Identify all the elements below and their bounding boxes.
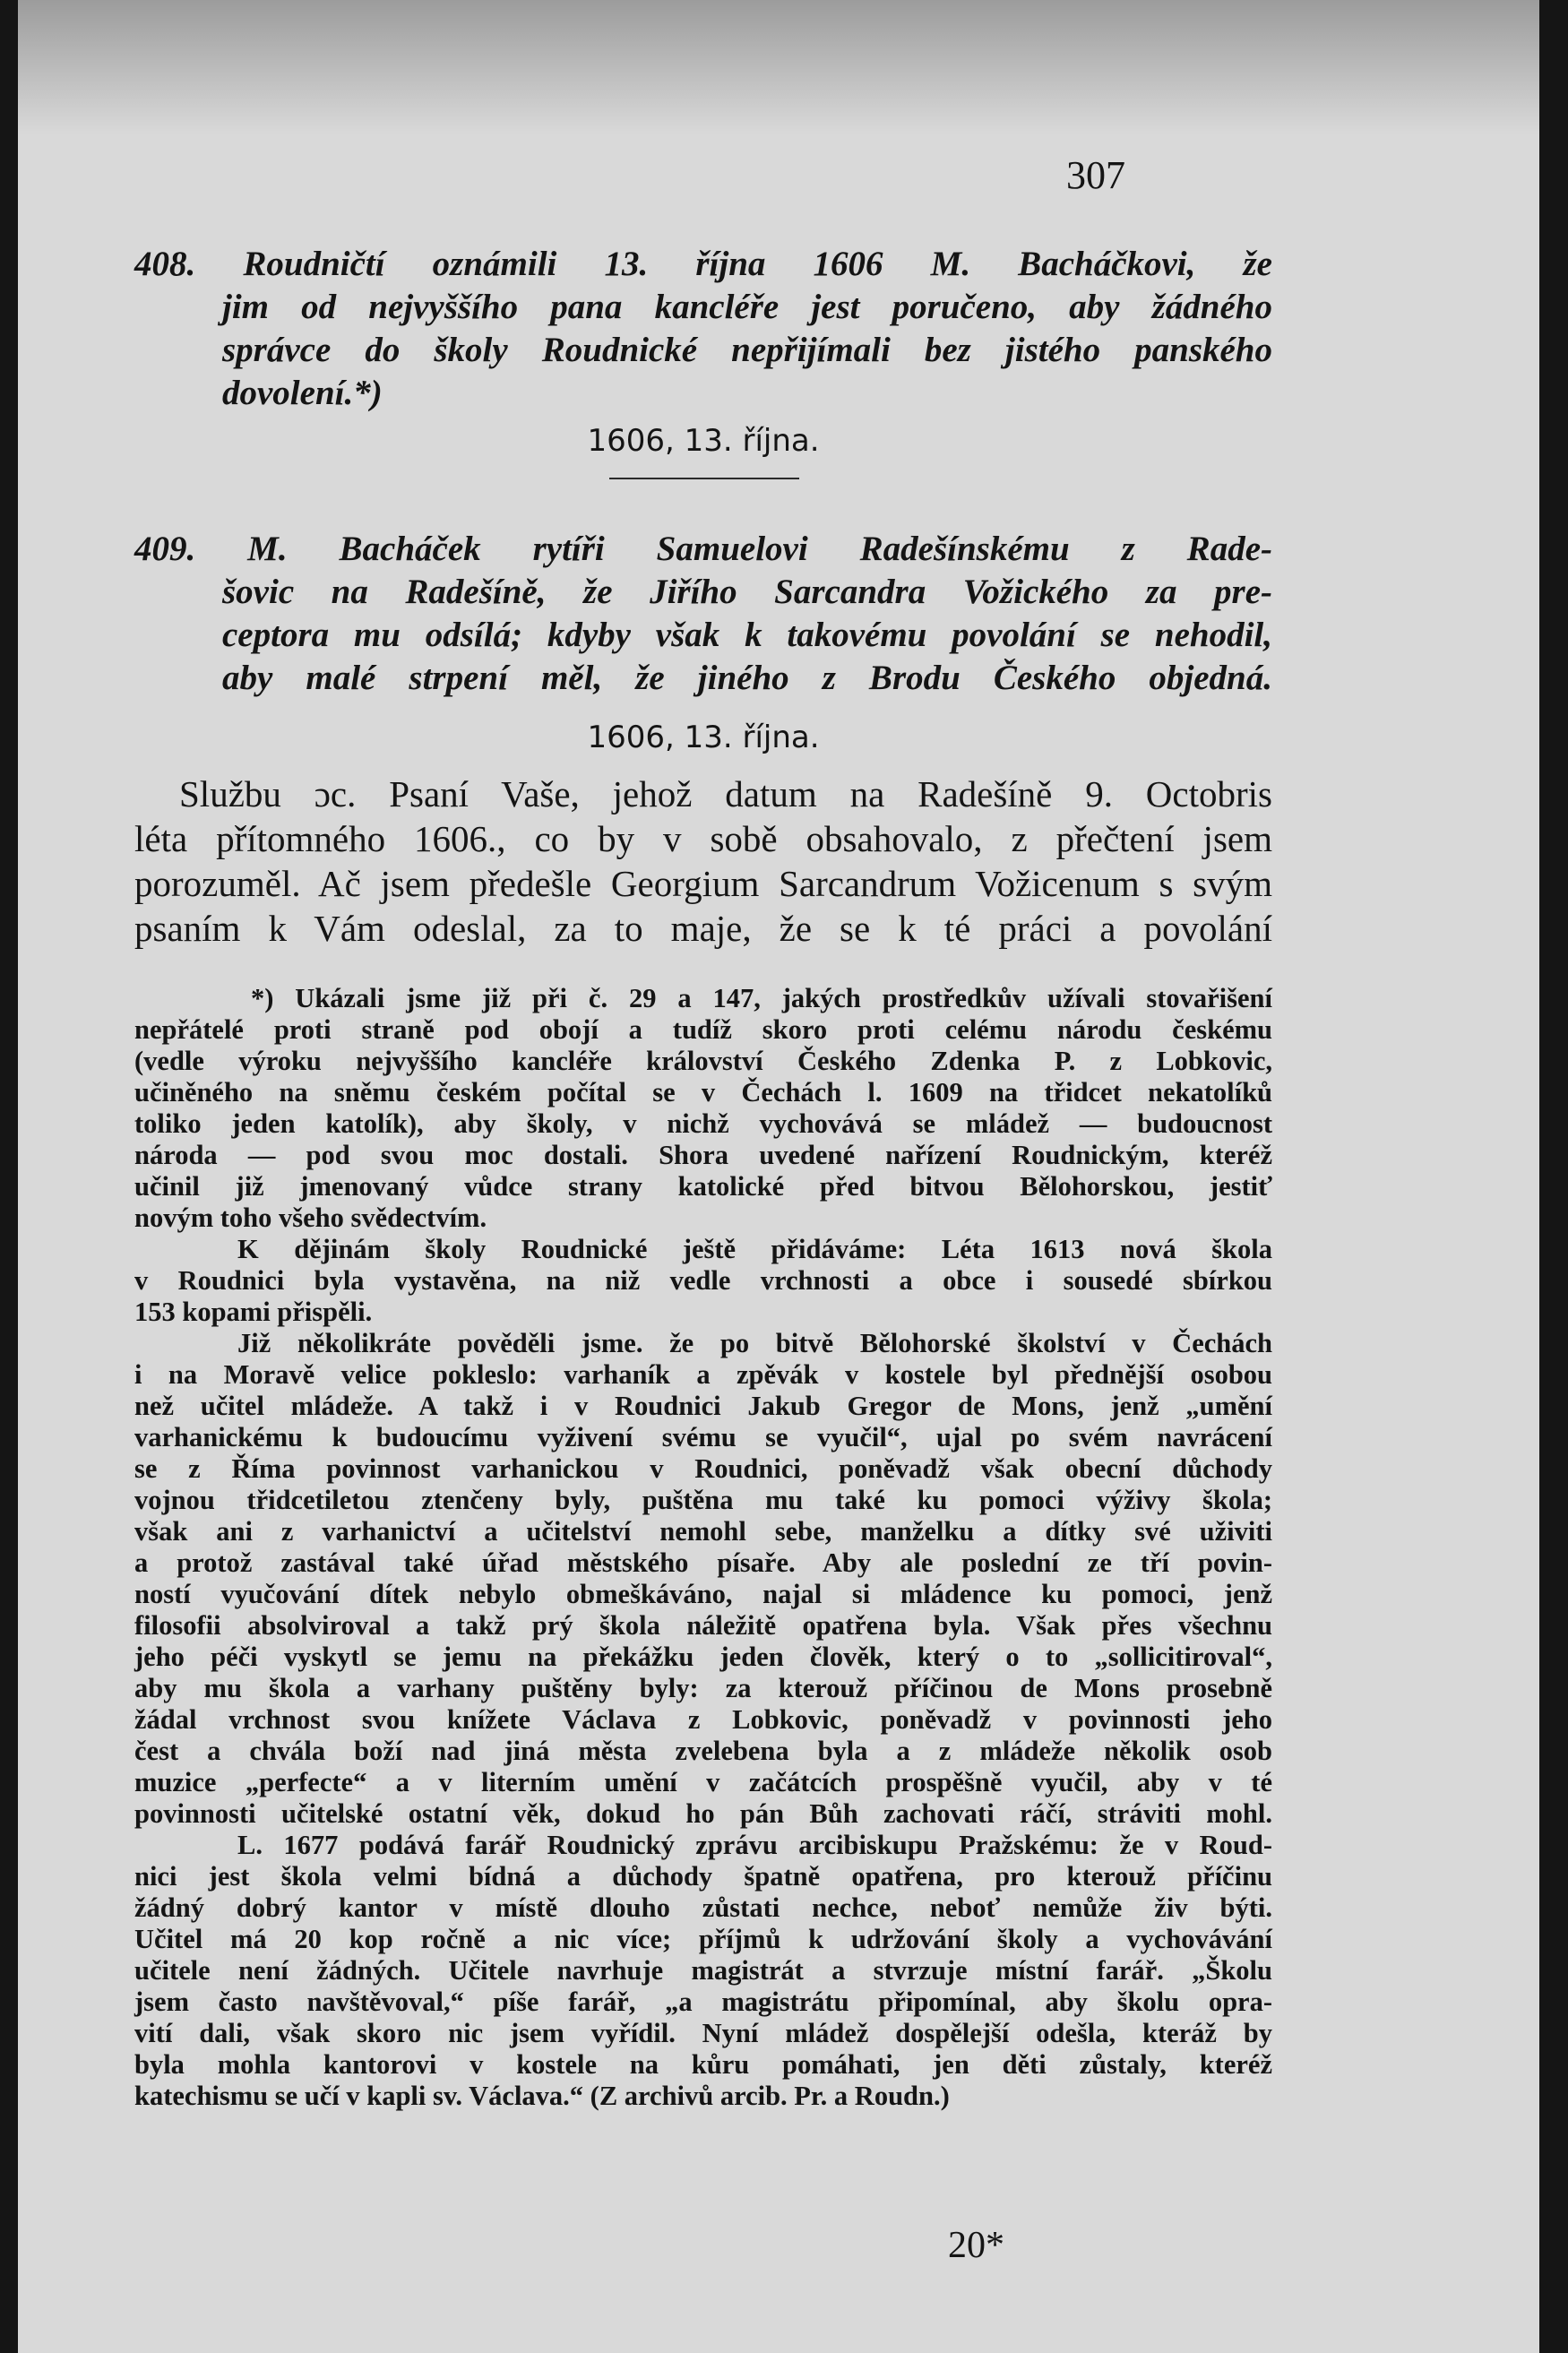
footnote-line: než učitel mládeže. A takž i v Roudnici Jakub Gregor de Mons, jenž „umění <box>134 1391 1272 1421</box>
footnote-line: katechismu se učí v kapli sv. Václava.“ (Z archivů arcib. Pr. a Roudn.) <box>134 2081 950 2111</box>
scan-right-border <box>1539 0 1568 2353</box>
footnote-line: vojnou třidcetiletou ztenčeny byly, puštěna mu také ku pomoci výživy škola; <box>134 1485 1272 1515</box>
footnote-line: a protož zastával také úřad městského písaře. Aby ale poslední ze tří povin- <box>134 1547 1272 1578</box>
letter-line-4: psaním k Vám odeslal, za to maje, že se k té práci a povolání <box>134 908 1272 949</box>
scan-left-border <box>0 0 18 2353</box>
entry-408-line-4: dovolení.*) <box>222 374 383 412</box>
footnote-line: 153 kopami přispěli. <box>134 1297 373 1327</box>
footnote-line: učitele není žádných. Učitele navrhuje magistrát a stvrzuje místní farář. „Školu <box>134 1955 1272 1986</box>
footnote-line: nepřátelé proti straně pod obojí a tudíž skoro proti celému národu českému <box>134 1014 1272 1045</box>
footnote-line: jsem často navštěvoval,“ píše farář, „a magistrátu připomínal, aby školu opra- <box>134 1987 1272 2017</box>
footnote-line: ností vyučování dítek nebylo obmeškáváno, najal si mládence ku pomoci, jenž <box>134 1579 1272 1609</box>
letter-line-2: léta přítomného 1606., co by v sobě obsahovalo, z přečtení jsem <box>134 818 1272 859</box>
entry-408-line-1: 408. Roudničtí oznámili 13. října 1606 M. Bacháčkovi, že <box>134 245 1272 283</box>
footnote-line: Již několikráte pověděli jsme. že po bitvě Bělohorské školství v Čechách <box>237 1328 1272 1358</box>
entry-409-line-2: šovic na Radešíně, že Jiřího Sarcandra Vožického za pre- <box>222 573 1272 611</box>
footnote-line: byla mohla kantorovi v kostele na kůru pomáhati, jen děti zůstaly, kteréž <box>134 2049 1272 2080</box>
footnote-line: vití dali, však skoro nic jsem vyřídil. Nyní mládež dospělejší odešla, kteráž by <box>134 2018 1272 2048</box>
entry-408-date: 1606, 13. října. <box>587 423 820 459</box>
footnote-line: (vedle výroku nejvyššího kancléře království Českého Zdenka P. z Lobkovic, <box>134 1046 1272 1076</box>
entry-408-line-2: jim od nejvyššího pana kancléře jest poručeno, aby žádného <box>222 288 1272 326</box>
entry-409-date: 1606, 13. října. <box>587 720 820 755</box>
footnote-line: povinnosti učitelské ostatní věk, dokud ho pán Bůh zachovati ráčí, stráviti mohl. <box>134 1798 1272 1829</box>
footnote-line: v Roudnici byla vystavěna, na niž vedle vrchnosti a obce i sousedé sbírkou <box>134 1265 1272 1296</box>
footnote-line: filosofii absolviroval a takž prý škola náležitě opatřena byla. Však přes všechnu <box>134 1610 1272 1641</box>
footnote-line: však ani z varhanictví a učitelství nemohl sebe, manželku a dítky své uživiti <box>134 1516 1272 1547</box>
footnote-line: K dějinám školy Roudnické ještě přidáváme: Léta 1613 nová škola <box>237 1234 1272 1264</box>
footnote-line: toliko jeden katolík), aby školy, v nichž vychovává se mládež — budoucnost <box>134 1108 1272 1139</box>
separator-rule <box>609 478 799 479</box>
footnote-line: Učitel má 20 kop ročně a nic více; příjmů k udržování školy a vychovávání <box>134 1924 1272 1954</box>
footnote-line: aby mu škola a varhany puštěny byly: za kterouž příčinou de Mons prosebně <box>134 1673 1272 1703</box>
footnote-line: čest a chvála boží nad jiná města zvelebena byla a z mládeže několik osob <box>134 1736 1272 1766</box>
footnote-line: jeho péči vyskytl se jemu na překážku jeden člověk, který o to „sollicitiroval“, <box>134 1642 1272 1672</box>
letter-line-1: Službu ɔc. Psaní Vaše, jehož datum na Radešíně 9. Octobris <box>179 773 1272 814</box>
entry-409-line-4: aby malé strpení měl, že jiného z Brodu Českého objedná. <box>222 659 1272 697</box>
footnote-line: varhanickému k budoucímu vyživení svému se vyučil“, ujal po svém navrácení <box>134 1422 1272 1452</box>
footnote-line: se z Říma povinnost varhanickou v Roudnici, poněvadž však obecní důchody <box>134 1453 1272 1484</box>
footnote-line: národa — pod svou moc dostali. Shora uvedené nařízení Roudnickým, kteréž <box>134 1140 1272 1170</box>
entry-409-line-3: ceptora mu odsílá; kdyby však k takovému povolání se nehodil, <box>222 616 1272 654</box>
page-number: 307 <box>1066 153 1125 197</box>
entry-408-line-3: správce do školy Roudnické nepřijímali bez jistého panského <box>222 331 1272 369</box>
footnote-line: novým toho všeho svědectvím. <box>134 1202 487 1233</box>
footnote-line: muzice „perfecte“ a v literním umění v začátcích prospěšně vyučil, aby v té <box>134 1767 1272 1797</box>
footnote-line: *) Ukázali jsme již při č. 29 a 147, jakých prostředkův užívali stovařišení <box>251 983 1272 1013</box>
page-content <box>134 0 1272 2353</box>
footnote-line: nici jest škola velmi bídná a důchody špatně opatřena, pro kterouž příčinu <box>134 1861 1272 1892</box>
footnote-line: žádný dobrý kantor v místě dlouho zůstati nechce, neboť nemůže živ býti. <box>134 1892 1272 1923</box>
printer-signature-mark: 20* <box>948 2225 1004 2266</box>
footnote-line: L. 1677 podává farář Roudnický zprávu arcibiskupu Pražskému: že v Roud- <box>237 1830 1272 1860</box>
footnote-line: žádal vrchnost svou knížete Václava z Lobkovic, poněvadž v povinnosti jeho <box>134 1704 1272 1735</box>
footnote-line: i na Moravě velice pokleslo: varhaník a zpěvák v kostele byl přednější osobou <box>134 1359 1272 1390</box>
letter-line-3: porozuměl. Ač jsem předešle Georgium Sarcandrum Vožicenum s svým <box>134 863 1272 904</box>
entry-409-line-1: 409. M. Bacháček rytíři Samuelovi Radešínskému z Rade- <box>134 530 1272 568</box>
footnote-line: učinil již jmenovaný vůdce strany katolické před bitvou Bělohorskou, jestiť <box>134 1171 1272 1202</box>
footnote-line: učiněného na sněmu českém počítal se v Čechách l. 1609 na třidcet nekatolíků <box>134 1077 1272 1108</box>
